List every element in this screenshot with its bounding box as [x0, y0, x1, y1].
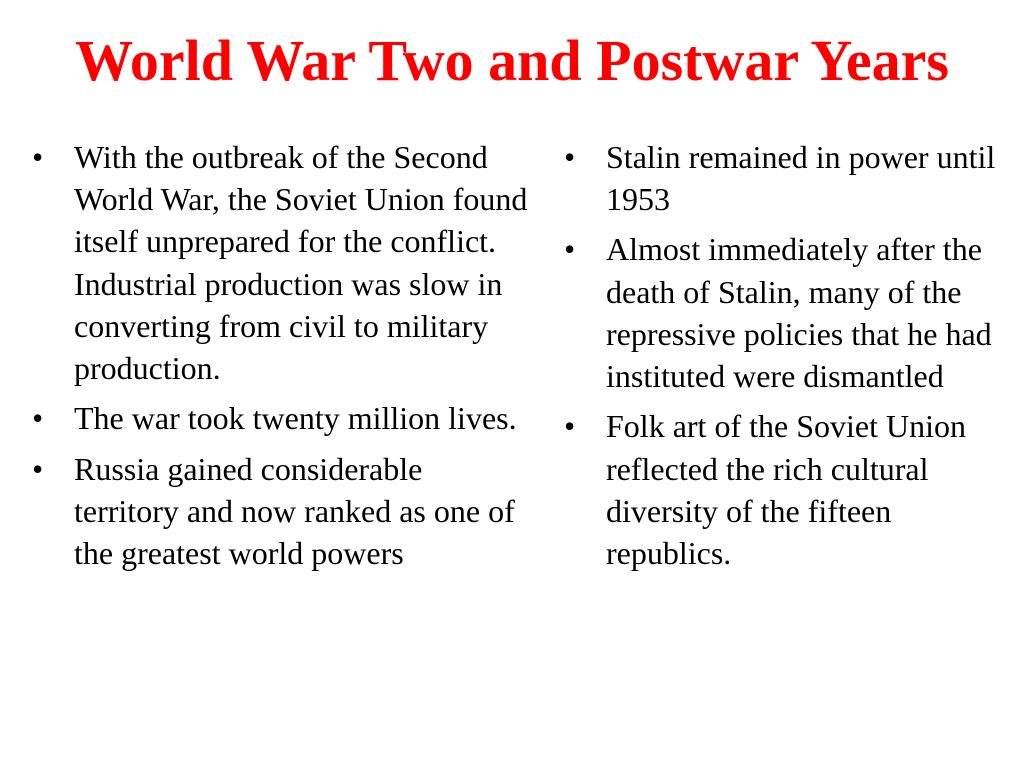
bullet-item [560, 228, 1000, 397]
bullet-text: With the outbreak of the Second World War, the Soviet Union found itself unprepared for the conflict. Industrial production was slow in converting from civil to military production. [74, 139, 528, 387]
bullet-item [28, 448, 534, 575]
bullet-item [560, 136, 1000, 220]
right-bullet-list [560, 136, 1000, 582]
bullet-dot-icon: • [564, 139, 576, 175]
bullet-item [560, 405, 1000, 574]
bullet-item [28, 136, 534, 389]
bullet-text: Folk art of the Soviet Union reflected the rich cultural diversity of the fifteen republics. [606, 408, 966, 572]
bullet-dot-icon: • [564, 231, 576, 268]
bullet-text: Almost immediately after the death of Stalin, many of the repressive policies that he had instituted were dismantled [606, 231, 992, 395]
bullet-text: Stalin remained in power until 1953 [606, 139, 996, 218]
bullet-text: Russia gained considerable territory and now ranked as one of the greatest world powers [74, 450, 515, 572]
bullet-dot-icon: • [32, 400, 44, 437]
slide-title: World War Two and Postwar Years [75, 28, 949, 93]
bullet-dot-icon: • [32, 139, 44, 175]
left-bullet-list [28, 136, 534, 582]
bullet-dot-icon: • [32, 450, 44, 487]
bullet-item [28, 397, 534, 439]
bullet-dot-icon: • [564, 408, 576, 445]
bullet-text: The war took twenty million lives. [74, 400, 517, 437]
